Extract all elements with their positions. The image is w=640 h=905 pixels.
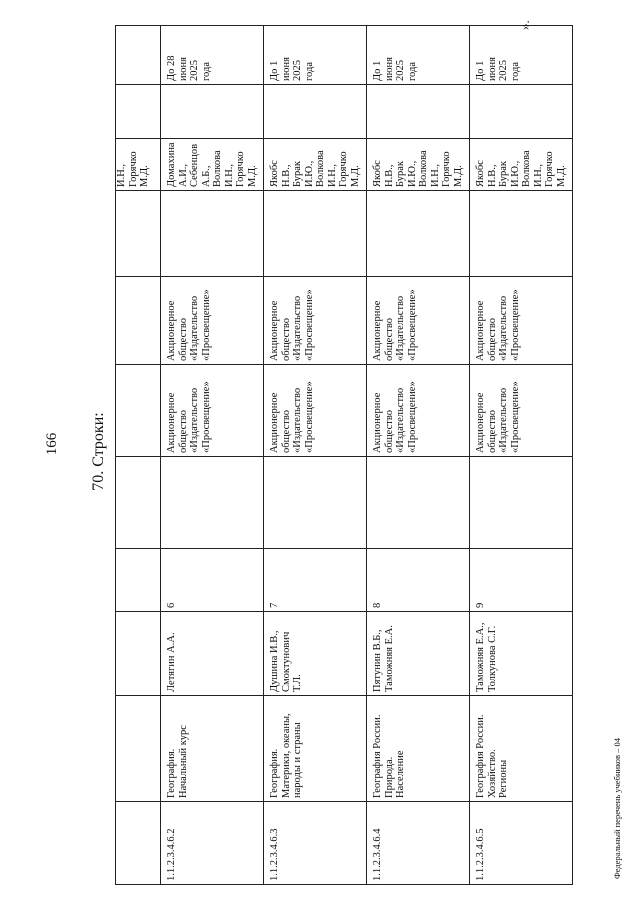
row-empty [470, 85, 573, 139]
closing-quote: ». [517, 20, 532, 30]
row-developers: Якобс Н.В., Бурак И.Ю., Волкова И.Н., Горячко М.Д. [264, 139, 367, 191]
page-number: 166 [44, 432, 60, 456]
row-empty [470, 191, 573, 277]
row-empty [367, 85, 470, 139]
row-publisher: Акционерное общество «Издательство «Просвещение» [264, 365, 367, 457]
row-empty [470, 457, 573, 549]
row-developers: Якобс Н.В., Бурак И.Ю., Волкова И.Н., Горячко М.Д. [367, 139, 470, 191]
row-empty [161, 457, 264, 549]
row-term: До 1 июня 2025 года [264, 26, 367, 85]
section-heading: 70. Строки: [90, 412, 107, 491]
row-empty [264, 85, 367, 139]
row-title: География России. Природа. Население [367, 696, 470, 802]
row-developers: Якобс Н.В., Бурак И.Ю., Волкова И.Н., Горячко М.Д. [470, 139, 573, 191]
rotated-page [66, 18, 640, 885]
row-owner: Акционерное общество «Издательство «Просвещение» [264, 277, 367, 365]
row-owner: Акционерное общество «Издательство «Просвещение» [470, 277, 573, 365]
row-publisher: Акционерное общество «Издательство «Просвещение» [470, 365, 573, 457]
row-term: До 1 июня 2025 года [367, 26, 470, 85]
row-empty [367, 457, 470, 549]
row-code: 1.1.2.3.4.6.3 [264, 802, 367, 885]
row-empty [264, 457, 367, 549]
row-title: География. Начальный курс [161, 696, 264, 802]
row-owner: Акционерное общество «Издательство «Просвещение» [161, 277, 264, 365]
row-code: 1.1.2.3.4.6.5 [470, 802, 573, 885]
row-title: География России. Хозяйство. Регионы [470, 696, 573, 802]
page-footer: Федеральный перечень учебников – 04 [612, 737, 622, 879]
row-empty [161, 191, 264, 277]
row-authors: Летягин А.А. [161, 612, 264, 696]
row-code: 1.1.2.3.4.6.4 [367, 802, 470, 885]
row-owner: Акционерное общество «Издательство «Просвещение» [367, 277, 470, 365]
row-grade: 8 [367, 549, 470, 612]
continuation-authors: И.Н., Горячко М.Д. [116, 139, 161, 191]
row-empty [264, 191, 367, 277]
row-authors: Душина И.В., Смоктунович Т.Л. [264, 612, 367, 696]
row-publisher: Акционерное общество «Издательство «Просвещение» [367, 365, 470, 457]
row-empty [161, 85, 264, 139]
row-grade: 9 [470, 549, 573, 612]
row-authors: Пятунин В.Б., Таможняя Е.А. [367, 612, 470, 696]
row-term: До 28 июня 2025 года [161, 26, 264, 85]
row-term: До 1 июня 2025 года [470, 26, 573, 85]
row-grade: 6 [161, 549, 264, 612]
row-code: 1.1.2.3.4.6.2 [161, 802, 264, 885]
table-row [470, 26, 573, 885]
row-empty [367, 191, 470, 277]
table-row [161, 26, 264, 885]
row-grade: 7 [264, 549, 367, 612]
textbook-table [115, 25, 573, 885]
row-developers: Домахина А.И., Себенцов А.Б., Волкова И.Н., Горячко М.Д. [161, 139, 264, 191]
row-publisher: Акционерное общество «Издательство «Просвещение» [161, 365, 264, 457]
row-authors: Таможняя Е.А., Толкунова С.Г. [470, 612, 573, 696]
continuation-row [116, 26, 161, 885]
row-title: География. Материки, океаны, народы и страны [264, 696, 367, 802]
table-row [367, 26, 470, 885]
table-row [264, 26, 367, 885]
